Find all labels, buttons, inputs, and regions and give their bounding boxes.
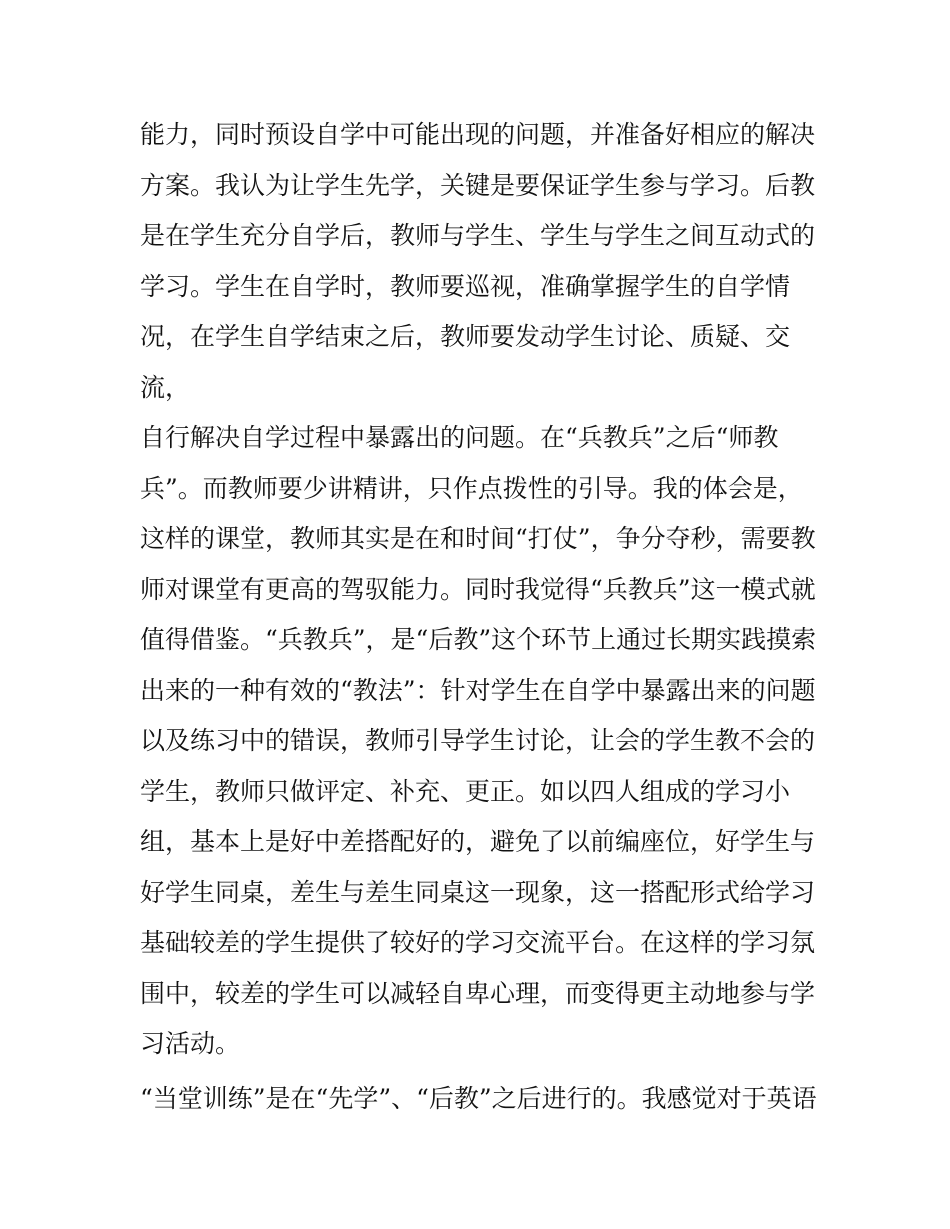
- text-line: 好学生同桌，差生与差生同桌这一现象，这一搭配形式给学习: [140, 877, 816, 907]
- text-line: 兵”。而教师要少讲精讲，只作点拨性的引导。我的体会是，: [140, 473, 803, 503]
- body-text: [140, 110, 830, 1124]
- text-line: 出来的一种有效的“教法”：针对学生在自学中暴露出来的问题: [140, 675, 816, 705]
- text-line: 以及练习中的错误，教师引导学生讨论，让会的学生教不会的: [140, 726, 816, 755]
- text-line: 能力，同时预设自学中可能出现的问题，并准备好相应的解决: [140, 120, 816, 149]
- text-line: 学习。学生在自学时，教师要巡视，准确掌握学生的自学情: [140, 271, 791, 301]
- text-line: “当堂训练”是在“先学”、“后教”之后进行的。我感觉对于英语: [140, 1083, 817, 1113]
- text-line: 师对课堂有更高的驾驭能力。同时我觉得“兵教兵”这一模式就: [140, 574, 816, 604]
- text-line: 况，在学生自学结束之后，教师要发动学生讨论、质疑、交: [140, 322, 791, 351]
- text-line: 组，基本上是好中差搭配好的，避免了以前编座位，好学生与: [140, 827, 816, 856]
- text-line: 流，: [140, 372, 191, 402]
- text-line: 方案。我认为让学生先学，关键是要保证学生参与学习。后教: [140, 170, 816, 200]
- text-line: 基础较差的学生提供了较好的学习交流平台。在这样的学习氛: [140, 928, 816, 957]
- text-line: 自行解决自学过程中暴露出的问题。在“兵教兵”之后“师教: [140, 423, 779, 452]
- text-line: 这样的课堂，教师其实是在和时间“打仗”，争分夺秒，需要教: [140, 524, 816, 553]
- text-line: 习活动。: [140, 1029, 241, 1058]
- text-line: 学生，教师只做评定、补充、更正。如以四人组成的学习小: [140, 776, 791, 806]
- text-line: 值得借鉴。“兵教兵”，是“后教”这个环节上通过长期实践摸索: [140, 625, 817, 654]
- text-line: 是在学生充分自学后，教师与学生、学生与学生之间互动式的: [140, 221, 816, 250]
- text-line: 围中，较差的学生可以减轻自卑心理，而变得更主动地参与学: [140, 978, 816, 1008]
